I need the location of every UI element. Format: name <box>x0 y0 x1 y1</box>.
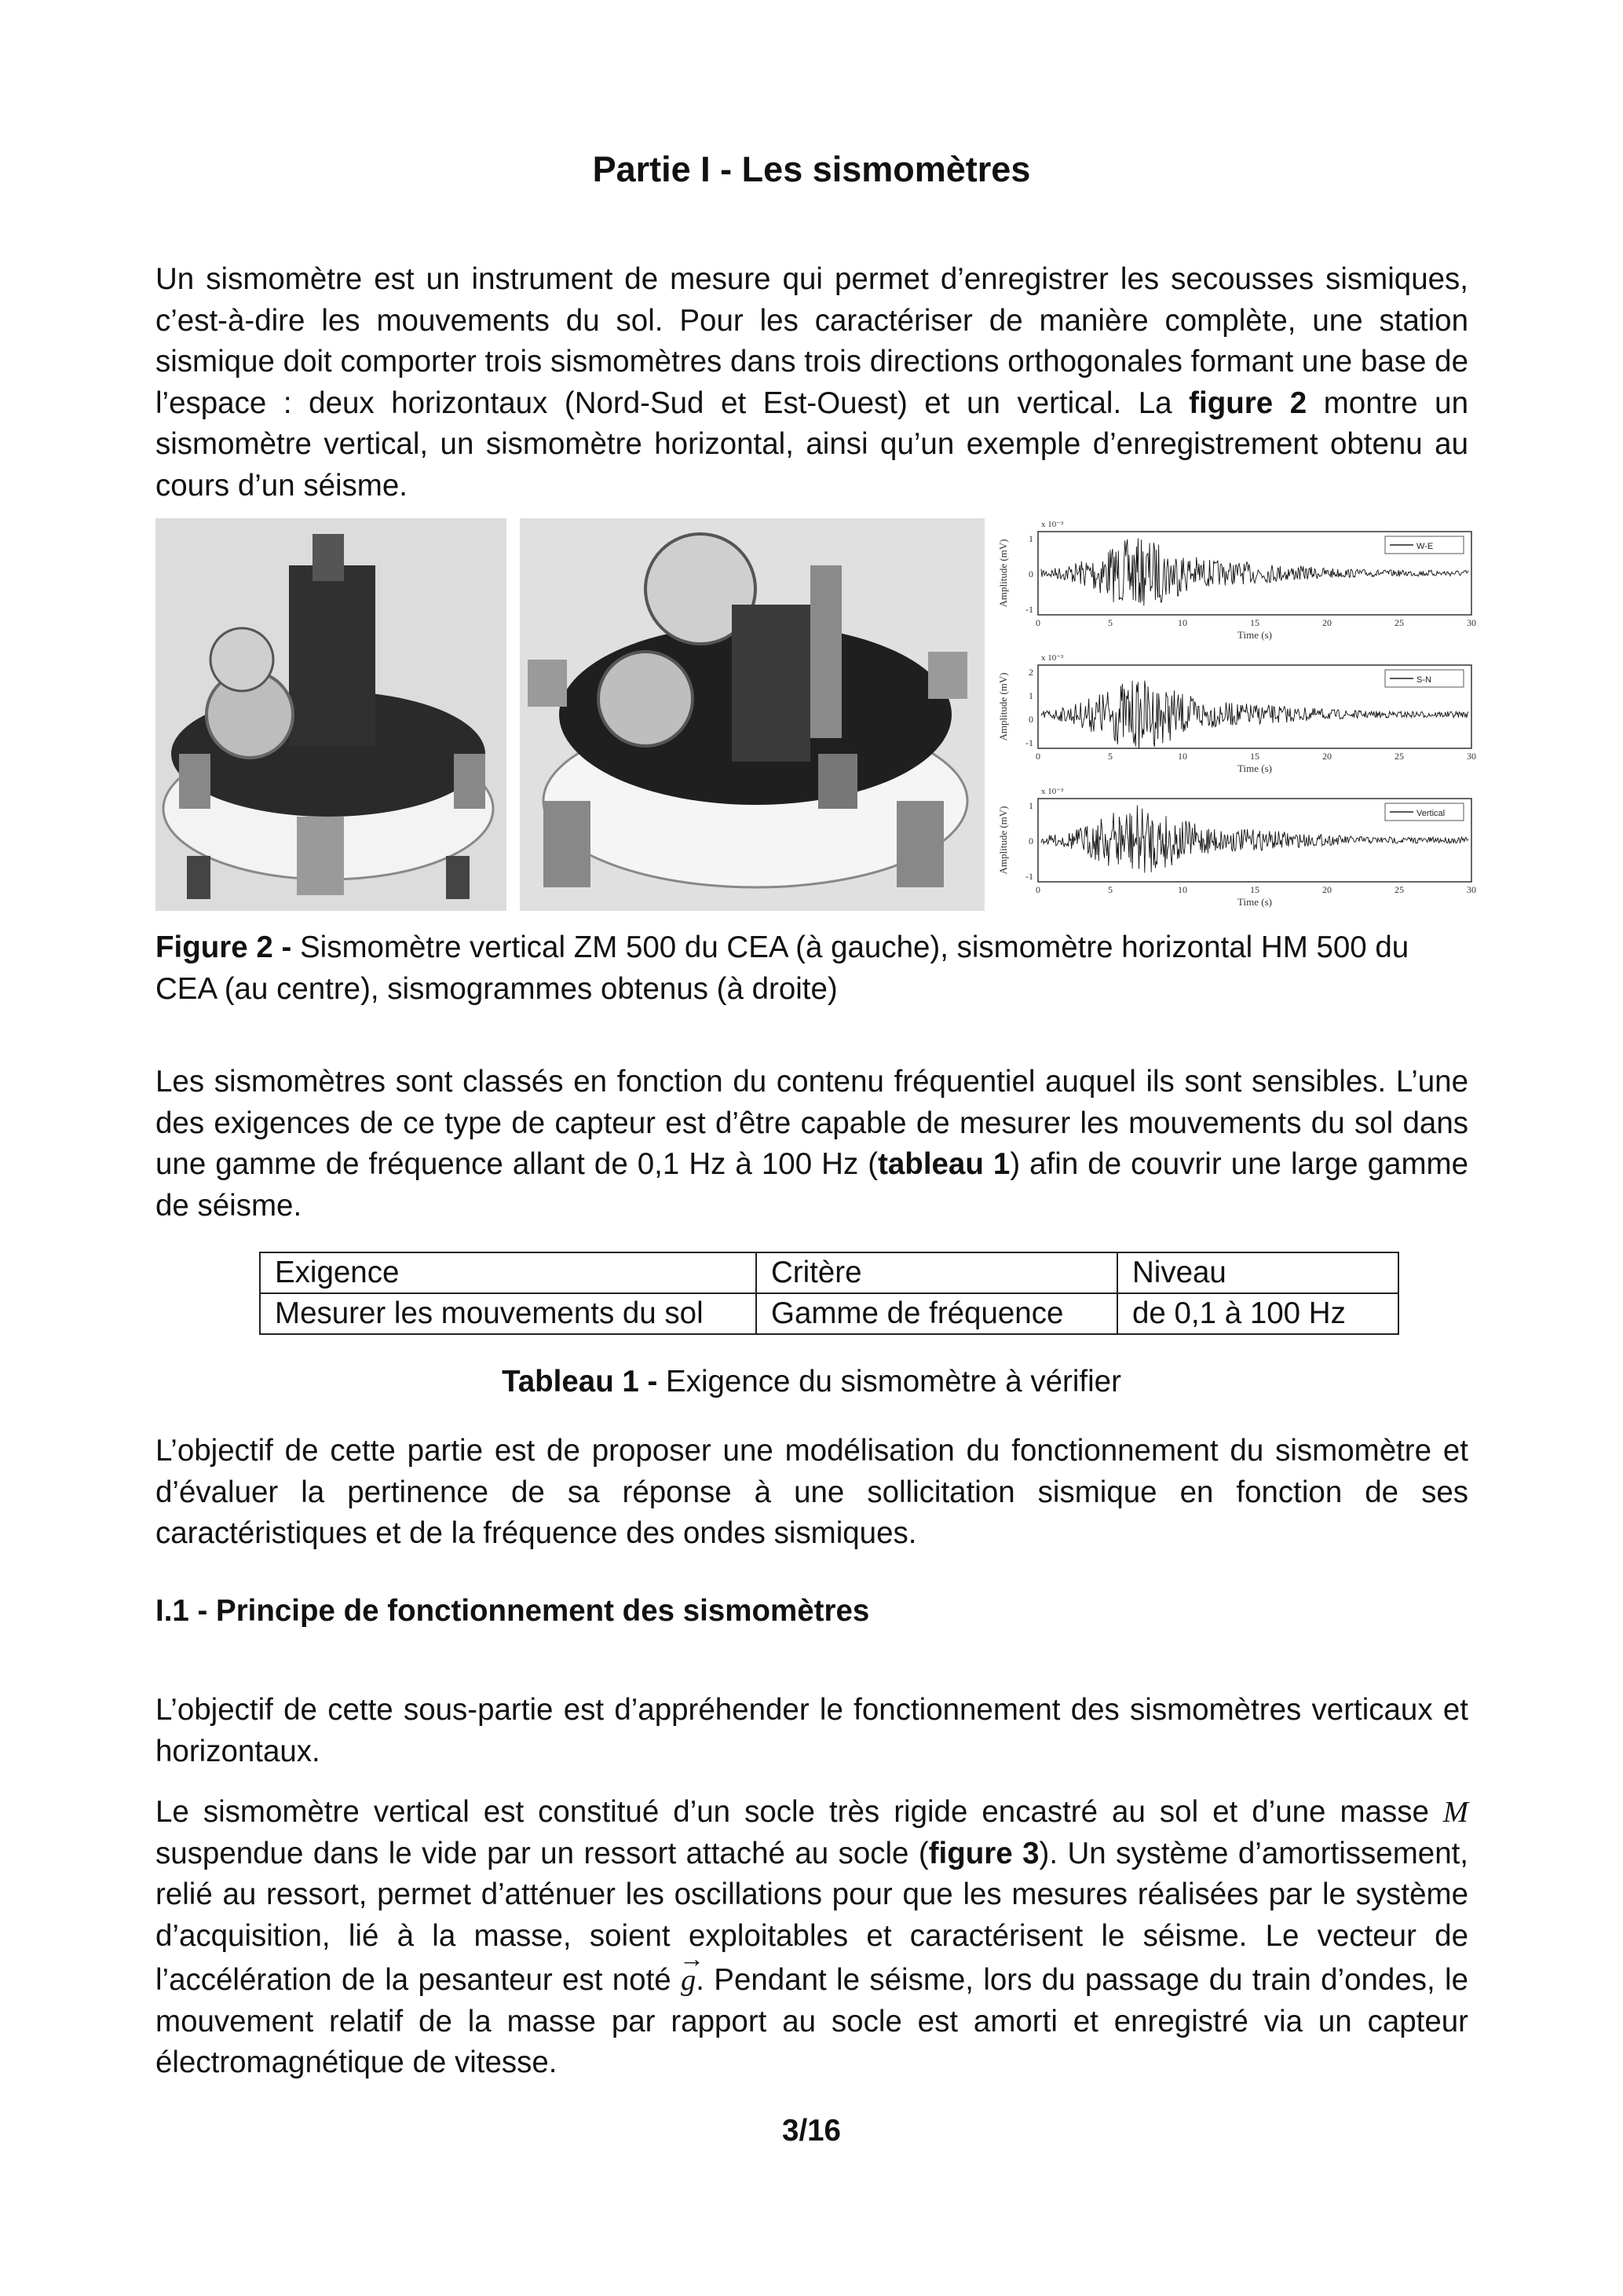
page-title: Partie I - Les sismomètres <box>592 149 1031 189</box>
x-tick-label: 0 <box>1036 751 1040 762</box>
requirements-table <box>259 1252 1399 1335</box>
x-tick-label: 5 <box>1108 751 1113 762</box>
intro-text-1: Un sismomètre est un instrument de mesure qui permet d’enregistrer les secousses sismiques, c’est-à-dire les mouvements du sol. Pour les caractériser de manière complète, une station sismique doit comporter trois sismomètres dans trois directions orthogonales formant une base de l’espace : deux horizontaux (Nord-Sud et Est-Ouest) et un vertical. La <box>155 262 1468 420</box>
table-cell: de 0,1 à 100 Hz <box>1117 1293 1398 1334</box>
section-paragraph-2-text-1: Le sismomètre vertical est constitué d’un socle très rigide encastré au sol et d’une masse <box>155 1795 1443 1829</box>
table-header-cell: Critère <box>756 1252 1117 1293</box>
x-tick-label: 30 <box>1467 751 1476 762</box>
section-paragraph-2-text-2: suspendue dans le vide par un ressort attaché au socle ( <box>155 1836 929 1870</box>
seismogram-panel <box>997 653 1476 774</box>
intro-text-2: montre un sismomètre vertical, un sismomètre horizontal, ainsi qu’un exemple d’enregistrement obtenu au cours d’un séisme. <box>155 386 1468 503</box>
y-tick-label: 1 <box>1029 690 1033 701</box>
y-tick-label: -1 <box>1025 737 1033 748</box>
y-tick-label: 2 <box>1029 667 1033 678</box>
x-tick-label: 25 <box>1395 884 1404 895</box>
paragraph-2 <box>155 1062 1468 1227</box>
x-tick-label: 15 <box>1250 884 1259 895</box>
x-tick-label: 15 <box>1250 617 1259 628</box>
y-tick-label: 0 <box>1029 835 1033 846</box>
table-cell: Gamme de fréquence <box>756 1293 1117 1334</box>
y-axis-label: Amplitude (mV) <box>997 539 1009 608</box>
section-paragraph-2-text-4: . Pendant le séisme, lors du passage du train d’ondes, le mouvement relatif de la masse par rapport au socle est amorti et enregistré via un capteur électromagnétique de vitesse. <box>155 1963 1468 2079</box>
table-header-row <box>260 1252 1398 1293</box>
y-axis-label: Amplitude (mV) <box>997 672 1009 741</box>
x-tick-label: 30 <box>1467 617 1476 628</box>
paragraph-3: L’objectif de cette partie est de proposer une modélisation du fonctionnement du sismomètre et d’évaluer la pertinence de sa réponse à une sollicitation sismique en fonction de ses caractéristiques et de la fréquence des ondes sismiques. <box>155 1434 1468 1550</box>
section-paragraph-2-text-3: ). Un système d’amortissement, relié au ressort, permet d’atténuer les oscillations pour que les mesures réalisées par le système d’acquisition, lié à la masse, soient exploitables et caractérisent le séisme. Le vecteur de l’accélération de la pesanteur est noté <box>155 1836 1468 1997</box>
x-axis-label: Time (s) <box>1237 629 1272 641</box>
y-tick-label: 1 <box>1029 533 1033 544</box>
vertical-seismometer-photo <box>155 518 506 911</box>
table-header-cell: Niveau <box>1117 1252 1398 1293</box>
x-axis-label: Time (s) <box>1237 762 1272 774</box>
x-tick-label: 20 <box>1322 884 1332 895</box>
legend-label: W-E <box>1416 542 1434 551</box>
table-1-label: Tableau 1 - <box>502 1365 658 1398</box>
x-tick-label: 20 <box>1322 751 1332 762</box>
section-title: I.1 - Principe de fonctionnement des sismomètres <box>155 1594 870 1628</box>
figure-2-reference: figure 2 <box>1189 386 1307 420</box>
y-exponent-label: x 10⁻³ <box>1041 653 1064 663</box>
figure-3-reference: figure 3 <box>928 1836 1040 1870</box>
x-tick-label: 0 <box>1036 884 1040 895</box>
y-exponent-label: x 10⁻³ <box>1041 520 1064 529</box>
y-tick-label: -1 <box>1025 871 1033 882</box>
x-tick-label: 30 <box>1467 884 1476 895</box>
y-tick-label: 0 <box>1029 714 1033 725</box>
seismograms-figure <box>991 514 1478 915</box>
mass-variable: M <box>1442 1796 1468 1829</box>
table-cell: Mesurer les mouvements du sol <box>260 1293 756 1334</box>
seismogram-panel <box>997 787 1476 908</box>
section-paragraph-2 <box>155 1792 1468 2084</box>
y-tick-label: 1 <box>1029 800 1033 811</box>
y-tick-label: -1 <box>1025 604 1033 615</box>
table-1-caption-text: Exigence du sismomètre à vérifier <box>657 1365 1121 1398</box>
x-tick-label: 10 <box>1178 884 1187 895</box>
x-tick-label: 10 <box>1178 751 1187 762</box>
tableau-1-reference: tableau 1 <box>878 1147 1011 1181</box>
horizontal-seismometer-photo <box>520 518 985 911</box>
x-tick-label: 25 <box>1395 751 1404 762</box>
intro-paragraph <box>155 259 1468 506</box>
table-header-cell: Exigence <box>260 1252 756 1293</box>
x-tick-label: 5 <box>1108 884 1113 895</box>
x-tick-label: 0 <box>1036 617 1040 628</box>
paragraph-2-text-1: Les sismomètres sont classés en fonction du contenu fréquentiel auquel ils sont sensibles. L’une des exigences de ce type de capteur est d’être capable de mesurer les mouvements du sol dans une gamme de fréquence allant de 0,1 Hz à 100 Hz ( <box>155 1065 1468 1181</box>
y-axis-label: Amplitude (mV) <box>997 806 1009 875</box>
figure-2-caption-text: Sismomètre vertical ZM 500 du CEA (à gauche), sismomètre horizontal HM 500 du CEA (au centre), sismogrammes obtenus (à droite) <box>155 930 1409 1006</box>
paragraph-2-text-2: ) afin de couvrir une large gamme de séisme. <box>155 1147 1469 1223</box>
x-axis-label: Time (s) <box>1237 896 1272 908</box>
x-tick-label: 20 <box>1322 617 1332 628</box>
x-tick-label: 25 <box>1395 617 1404 628</box>
y-exponent-label: x 10⁻³ <box>1041 787 1064 796</box>
table-1-caption <box>0 1365 1623 1399</box>
section-paragraph-1: L’objectif de cette sous-partie est d’appréhender le fonctionnement des sismomètres verticaux et horizontaux. <box>155 1693 1468 1768</box>
legend-label: S-N <box>1416 675 1431 685</box>
seismogram-panel <box>997 520 1476 641</box>
legend-label: Vertical <box>1416 809 1446 818</box>
y-tick-label: 0 <box>1029 569 1033 579</box>
gravity-vector-variable: → g <box>681 1957 696 2002</box>
x-tick-label: 10 <box>1178 617 1187 628</box>
figure-2-label: Figure 2 - <box>155 930 292 964</box>
page-number: 3/16 <box>782 2114 841 2148</box>
figure-2-caption <box>155 927 1468 1010</box>
x-tick-label: 15 <box>1250 751 1259 762</box>
table-row <box>260 1293 1398 1334</box>
x-tick-label: 5 <box>1108 617 1113 628</box>
